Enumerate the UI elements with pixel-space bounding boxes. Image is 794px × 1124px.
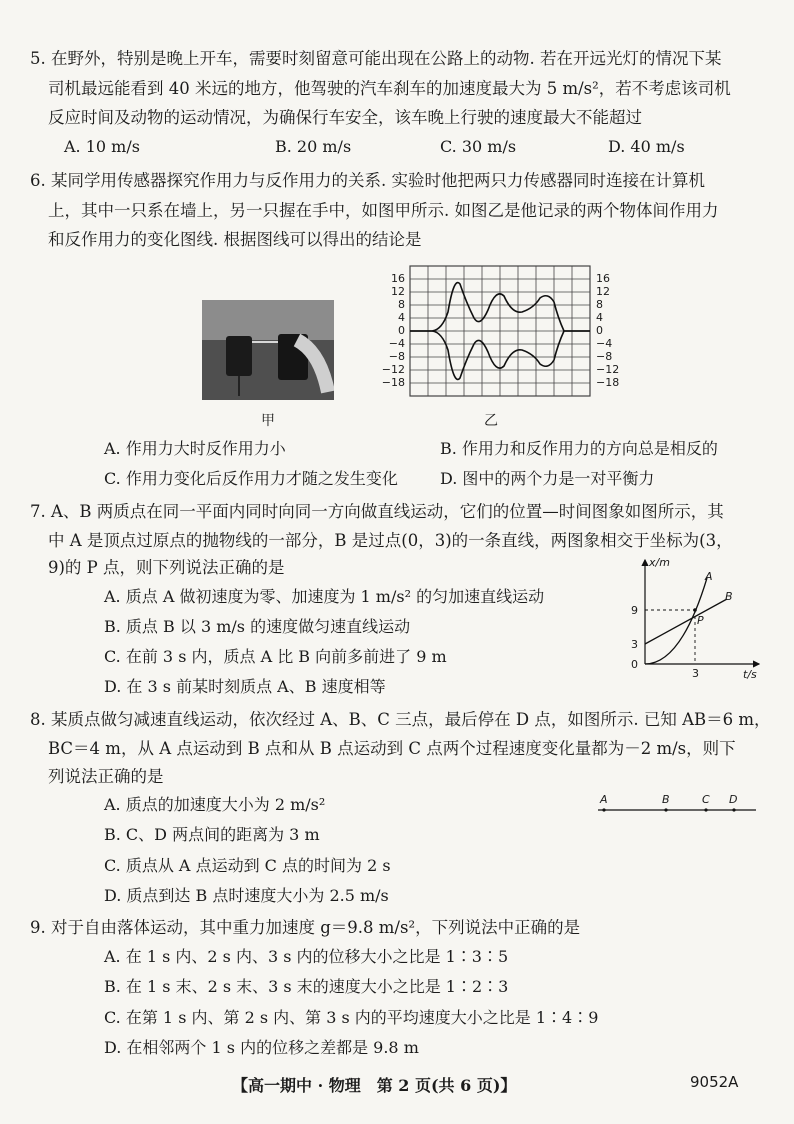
q8-line-3: 列说法正确的是 xyxy=(48,767,164,786)
tick-right: −4 xyxy=(596,337,613,350)
q9-option-d[interactable]: D. 在相邻两个 1 s 内的位移之差都是 9.8 m xyxy=(104,1038,419,1057)
tick-right: 0 xyxy=(596,324,603,337)
q8-line-2: BC＝4 m，从 A 点运动到 B 点和从 B 点运动到 C 点两个过程速度变化量都为－2 m/s，则下 xyxy=(48,739,736,758)
dot-c xyxy=(704,808,707,811)
force-graph-grid xyxy=(410,266,590,396)
q6-option-b[interactable]: B. 作用力和反作用力的方向总是相反的 xyxy=(440,439,718,458)
q8-option-c[interactable]: C. 质点从 A 点运动到 C 点的时间为 2 s xyxy=(104,856,391,875)
q7-option-c[interactable]: C. 在前 3 s 内，质点 A 比 B 向前多前进了 9 m xyxy=(104,647,447,666)
x-axis-label: x/m xyxy=(649,556,670,569)
label-a: A xyxy=(600,793,608,806)
point-line-diagram xyxy=(594,790,764,820)
q9-line-1: 9. 对于自由落体运动，其中重力加速度 g＝9.8 m/s²，下列说法中正确的是 xyxy=(30,918,581,937)
tick-left: −12 xyxy=(381,363,405,376)
tick-left: 8 xyxy=(398,298,405,311)
tick-right: 16 xyxy=(596,272,610,285)
q7-option-d[interactable]: D. 在 3 s 前某时刻质点 A、B 速度相等 xyxy=(104,677,386,696)
q8-option-d[interactable]: D. 质点到达 B 点时速度大小为 2.5 m/s xyxy=(104,886,389,905)
tick-right: 4 xyxy=(596,311,603,324)
q6-line-3: 和反作用力的变化图线. 根据图线可以得出的结论是 xyxy=(48,230,422,249)
tick-left: −18 xyxy=(381,376,405,389)
q5-line-2: 司机最远能看到 40 米远的地方，他驾驶的汽车刹车的加速度最大为 5 m/s²，若不考虑该司机 xyxy=(48,79,731,98)
dot-a xyxy=(602,808,605,811)
q5-line-1: 5. 在野外，特别是晚上开车，需要时刻留意可能出现在公路上的动物. 若在开远光灯的情况下某 xyxy=(30,49,722,68)
figure-label-yi: 乙 xyxy=(484,413,498,429)
q7-line-1: 7. A、B 两质点在同一平面内同时向同一方向做直线运动，它们的位置—时间图象如图所示，其 xyxy=(30,502,724,521)
q9-option-c[interactable]: C. 在第 1 s 内、第 2 s 内、第 3 s 内的平均速度大小之比是 1∶4∶9 xyxy=(104,1008,599,1027)
tick-left: 16 xyxy=(391,272,405,285)
line-b-label: B xyxy=(725,590,733,603)
tick-right: 12 xyxy=(596,285,610,298)
q9-option-a[interactable]: A. 在 1 s 内、2 s 内、3 s 内的位移大小之比是 1∶3∶5 xyxy=(104,947,509,966)
tick-right: −18 xyxy=(596,376,620,389)
q7-line-3: 9)的 P 点，则下列说法正确的是 xyxy=(48,558,285,577)
force-graph xyxy=(370,252,640,410)
line-b xyxy=(645,599,727,644)
paper-code: 9052A xyxy=(690,1073,739,1091)
dot-d xyxy=(732,808,735,811)
t-axis-label: t/s xyxy=(743,668,757,681)
sensor-photo xyxy=(202,300,334,400)
q5-option-c[interactable]: C. 30 m/s xyxy=(440,137,517,156)
q5-option-b[interactable]: B. 20 m/s xyxy=(275,137,352,156)
q5-option-a[interactable]: A. 10 m/s xyxy=(64,137,140,156)
tick-right: 8 xyxy=(596,298,603,311)
q7-line-2: 中 A 是顶点过原点的抛物线的一部分，B 是过点(0，3)的一条直线，两图象相交于坐标为(3， xyxy=(48,531,733,550)
q8-option-b[interactable]: B. C、D 两点间的距离为 3 m xyxy=(104,825,320,844)
curve-a-label: A xyxy=(705,570,713,583)
q7-option-b[interactable]: B. 质点 B 以 3 m/s 的速度做匀速直线运动 xyxy=(104,617,411,636)
page-footer: 【高一期中 · 物理 第 2 页(共 6 页)】 xyxy=(232,1076,517,1095)
q6-option-a[interactable]: A. 作用力大时反作用力小 xyxy=(104,439,286,458)
q6-option-d[interactable]: D. 图中的两个力是一对平衡力 xyxy=(440,469,655,488)
q5-line-3: 反应时间及动物的运动情况，为确保行车安全，该车晚上行驶的速度最大不能超过 xyxy=(48,108,642,127)
q6-option-c[interactable]: C. 作用力变化后反作用力才随之发生变化 xyxy=(104,469,398,488)
q5-option-d[interactable]: D. 40 m/s xyxy=(608,137,685,156)
point-p xyxy=(693,608,697,612)
y-tick-3: 3 xyxy=(631,638,638,651)
q9-option-b[interactable]: B. 在 1 s 末、2 s 末、3 s 末的速度大小之比是 1∶2∶3 xyxy=(104,977,509,996)
figure-label-jia: 甲 xyxy=(261,413,275,429)
y-tick-9: 9 xyxy=(631,604,638,617)
q8-line-1: 8. 某质点做匀减速直线运动，依次经过 A、B、C 三点，最后停在 D 点，如图所示. 已知 AB＝6 m， xyxy=(30,710,771,729)
tick-right: −8 xyxy=(596,350,613,363)
x-tick-3: 3 xyxy=(692,667,699,680)
point-p-label: P xyxy=(697,614,704,627)
force-graph-left-ticks xyxy=(382,272,405,389)
force-graph-right-ticks xyxy=(596,272,619,389)
dot-b xyxy=(664,808,667,811)
tick-left: 4 xyxy=(398,311,405,324)
q8-option-a[interactable]: A. 质点的加速度大小为 2 m/s² xyxy=(104,795,326,814)
label-d: D xyxy=(729,793,738,806)
q7-option-a[interactable]: A. 质点 A 做初速度为零、加速度为 1 m/s² 的匀加速直线运动 xyxy=(104,587,545,606)
label-c: C xyxy=(702,793,710,806)
position-time-graph xyxy=(615,552,765,684)
label-b: B xyxy=(662,793,670,806)
q6-line-1: 6. 某同学用传感器探究作用力与反作用力的关系. 实验时他把两只力传感器同时连接在计算机 xyxy=(30,171,705,190)
q6-line-2: 上，其中一只系在墙上，另一只握在手中，如图甲所示. 如图乙是他记录的两个物体间作用力 xyxy=(48,201,719,220)
y-tick-0: 0 xyxy=(631,658,638,671)
tick-left: 0 xyxy=(398,324,405,337)
tick-left: 12 xyxy=(391,285,405,298)
tick-left: −8 xyxy=(388,350,405,363)
tick-right: −12 xyxy=(596,363,620,376)
tick-left: −4 xyxy=(388,337,405,350)
